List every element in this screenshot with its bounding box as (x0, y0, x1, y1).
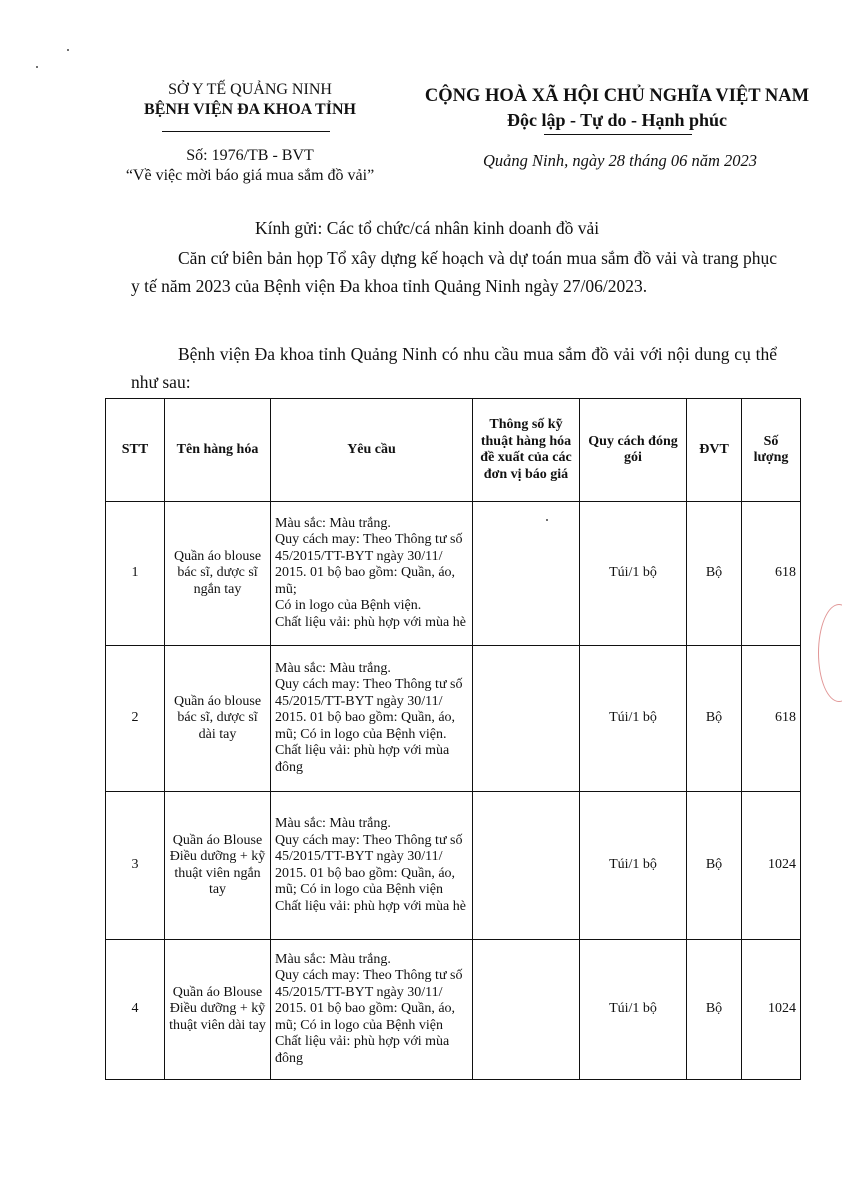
cell-packing: Túi/1 bộ (580, 502, 687, 646)
cell-packing: Túi/1 bộ (580, 940, 687, 1080)
cell-name: Quần áo blouse bác sĩ, dược sĩ ngắn tay (165, 502, 271, 646)
cell-stt: 4 (106, 940, 165, 1080)
cell-specs (473, 646, 580, 792)
cell-stt: 1 (106, 502, 165, 646)
table-header-row (106, 399, 801, 502)
cell-requirement: Màu sắc: Màu trắng. Quy cách may: Theo Thông tư số 45/2015/TT-BYT ngày 30/11/ 2015. 01 bộ bao gồm: Quần, áo, mũ; Có in logo của Bệnh viện Chất liệu vải: phù hợp với mùa hè (271, 792, 473, 940)
issuer-block (100, 80, 400, 120)
cell-unit: Bộ (687, 792, 742, 940)
country-name: CỘNG HOÀ XÃ HỘI CHỦ NGHĨA VIỆT NAM (424, 86, 810, 106)
scan-speck (67, 49, 69, 51)
national-motto: Độc lập - Tự do - Hạnh phúc (506, 110, 728, 130)
doc-reference (100, 146, 400, 186)
hospital-name: BỆNH VIỆN ĐA KHOA TỈNH (144, 101, 356, 118)
recipient-line: Kính gửi: Các tổ chức/cá nhân kinh doanh đồ vải (255, 218, 600, 238)
cell-unit: Bộ (687, 940, 742, 1080)
motto-underline (544, 134, 692, 135)
items-table (105, 398, 801, 1080)
cell-unit: Bộ (687, 502, 742, 646)
doc-subject: “Về việc mời báo giá mua sắm đồ vải” (125, 167, 375, 184)
doc-number: Số: 1976/TB - BVT (186, 147, 314, 164)
cell-packing: Túi/1 bộ (580, 646, 687, 792)
table-row (106, 940, 801, 1080)
cell-qty: 618 (742, 502, 801, 646)
cell-name: Quần áo Blouse Điều dưỡng + kỹ thuật viên ngắn tay (165, 792, 271, 940)
header-stt: STT (106, 399, 165, 502)
cell-stt: 3 (106, 792, 165, 940)
cell-specs (473, 502, 580, 646)
scan-speck (36, 66, 38, 68)
cell-name: Quần áo blouse bác sĩ, dược sĩ dài tay (165, 646, 271, 792)
header-name: Tên hàng hóa (165, 399, 271, 502)
cell-qty: 618 (742, 646, 801, 792)
table-row (106, 792, 801, 940)
header-packing: Quy cách đóng gói (580, 399, 687, 502)
header-unit: ĐVT (687, 399, 742, 502)
cell-requirement: Màu sắc: Màu trắng. Quy cách may: Theo Thông tư số 45/2015/TT-BYT ngày 30/11/ 2015. 01 bộ bao gồm: Quần, áo, mũ; Có in logo của Bệnh viện. Chất liệu vải: phù hợp với mùa hè (271, 502, 473, 646)
header-specs: Thông số kỹ thuật hàng hóa đề xuất của các đơn vị báo giá (473, 399, 580, 502)
paragraph-need: Bệnh viện Đa khoa tỉnh Quảng Ninh có nhu cầu mua sắm đồ vải với nội dung cụ thể như sau: (131, 344, 777, 392)
national-heading (402, 84, 832, 132)
cell-stt: 2 (106, 646, 165, 792)
cell-qty: 1024 (742, 940, 801, 1080)
table-row (106, 502, 801, 646)
issuer-underline (162, 131, 330, 132)
scan-speck (546, 519, 548, 521)
table-row (106, 646, 801, 792)
header-requirement: Yêu cầu (271, 399, 473, 502)
cell-specs (473, 792, 580, 940)
header-qty: Số lượng (742, 399, 801, 502)
cell-specs (473, 940, 580, 1080)
cell-name: Quần áo Blouse Điều dưỡng + kỹ thuật viên dài tay (165, 940, 271, 1080)
cell-requirement: Màu sắc: Màu trắng. Quy cách may: Theo Thông tư số 45/2015/TT-BYT ngày 30/11/ 2015. 01 bộ bao gồm: Quần, áo, mũ; Có in logo của Bệnh viện. Chất liệu vải: phù hợp với mùa đông (271, 646, 473, 792)
seal-stamp-edge (818, 604, 842, 702)
cell-packing: Túi/1 bộ (580, 792, 687, 940)
cell-requirement: Màu sắc: Màu trắng. Quy cách may: Theo Thông tư số 45/2015/TT-BYT ngày 30/11/ 2015. 01 bộ bao gồm: Quần, áo, mũ; Có in logo của Bệnh viện Chất liệu vải: phù hợp với mùa đông (271, 940, 473, 1080)
agency-name: SỞ Y TẾ QUẢNG NINH (168, 81, 332, 98)
paragraph-basis: Căn cứ biên bản họp Tổ xây dựng kế hoạch và dự toán mua sắm đồ vải và trang phục y tế năm 2023 của Bệnh viện Đa khoa tỉnh Quảng Ninh ngày 27/06/2023. (131, 248, 777, 296)
date-line: Quảng Ninh, ngày 28 tháng 06 năm 2023 (482, 151, 758, 170)
cell-qty: 1024 (742, 792, 801, 940)
cell-unit: Bộ (687, 646, 742, 792)
